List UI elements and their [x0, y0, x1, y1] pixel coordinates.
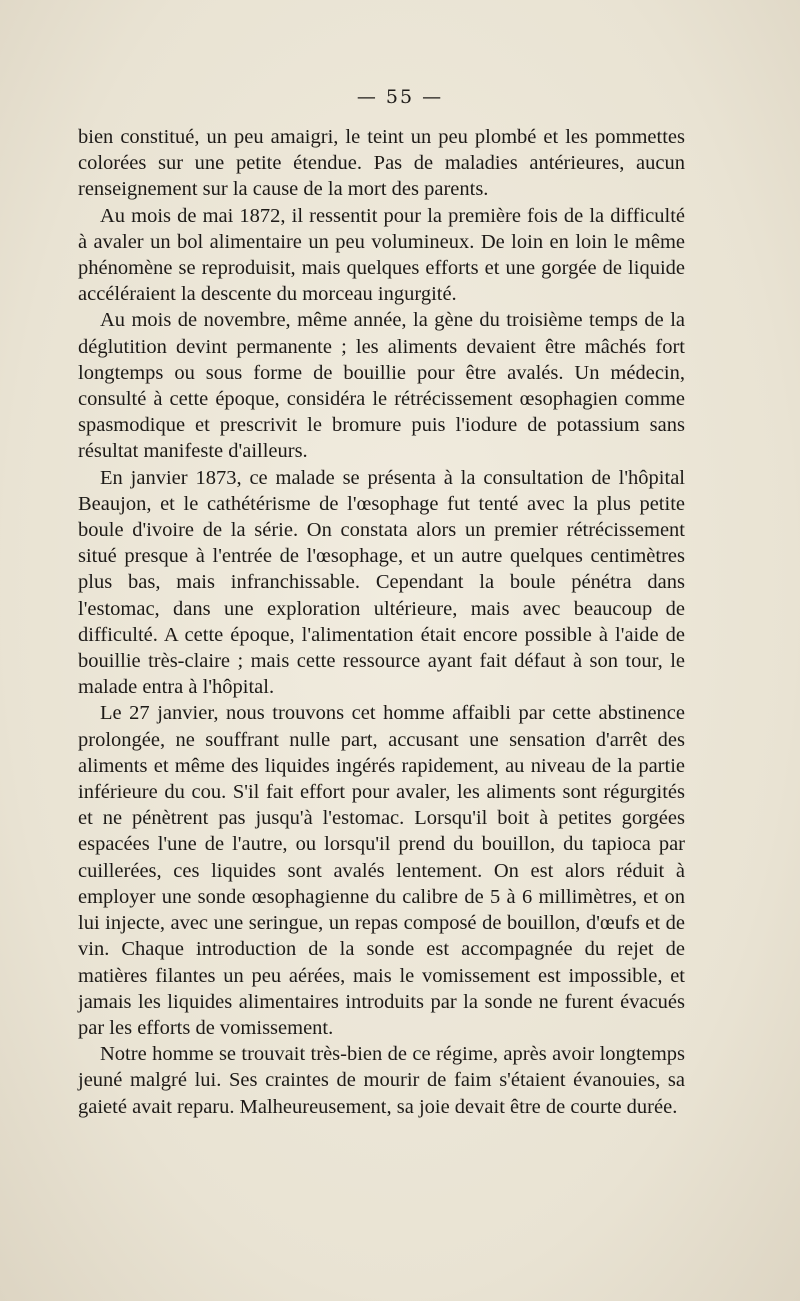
body-text	[78, 124, 685, 1120]
page-number-header: — 55 —	[356, 86, 444, 108]
paragraph-5: Le 27 janvier, nous trouvons cet homme affaibli par cette abstinence prolongée, ne souffrant nulle part, accusant une sensation d'arrêt des aliments et même des liquides ingérés rapidement, au niveau de la partie inférieure du cou. S'il fait effort pour avaler, les aliments sont régurgités et ne pénètrent pas jusqu'à l'estomac. Lorsqu'il boit à petites gorgées espacées l'une de l'autre, ou lorsqu'il prend du bouillon, du tapioca par cuillerées, ces liquides sont avalés lentement. On est alors réduit à employer une sonde œsophagienne du calibre de 5 à 6 millimètres, et on lui injecte, avec une seringue, un repas composé de bouillon, d'œufs et de vin. Chaque introduction de la sonde est accompagnée du rejet de matières filantes un peu aérées, mais le vomissement est impossible, et jamais les liquides alimentaires introduits par la sonde ne furent évacués par les efforts de vomissement.	[78, 702, 685, 1039]
paragraph-3: Au mois de novembre, même année, la gène du troisième temps de la déglutition devint permanente ; les aliments devaient être mâchés fort longtemps ou sous forme de bouillie pour être avalés. Un médecin, consulté à cette époque, considéra le rétrécissement œsophagien comme spasmodique et prescrivit le bromure puis l'iodure de potassium sans résultat manifeste d'ailleurs.	[78, 309, 685, 463]
paragraph-4: En janvier 1873, ce malade se présenta à la consultation de l'hôpital Beaujon, et le cathétérisme de l'œsophage fut tenté avec la plus petite boule d'ivoire de la série. On constata alors un premier rétrécissement situé presque à l'entrée de l'œsophage, et un autre quelques centimètres plus bas, mais infranchissable. Cependant la boule pénétra dans l'estomac, dans une exploration ultérieure, mais avec beaucoup de difficulté. A cette époque, l'alimentation était encore possible à l'aide de bouillie très-claire ; mais cette ressource ayant fait défaut à son tour, le malade entra à l'hôpital.	[78, 466, 685, 699]
paragraph-1: bien constitué, un peu amaigri, le teint un peu plombé et les pommettes colorées sur une petite étendue. Pas de maladies antérieures, aucun renseignement sur la cause de la mort des parents.	[78, 126, 685, 201]
paragraph-6: Notre homme se trouvait très-bien de ce régime, après avoir longtemps jeuné malgré lui. Ses craintes de mourir de faim s'étaient évanouies, sa gaieté avait reparu. Malheureusement, sa joie devait être de courte durée.	[78, 1043, 685, 1118]
paragraph-2: Au mois de mai 1872, il ressentit pour la première fois de la difficulté à avaler un bol alimentaire un peu volumineux. De loin en loin le même phénomène se reproduisit, mais quelques efforts et une gorgée de liquide accéléraient la descente du morceau ingurgité.	[78, 204, 685, 306]
